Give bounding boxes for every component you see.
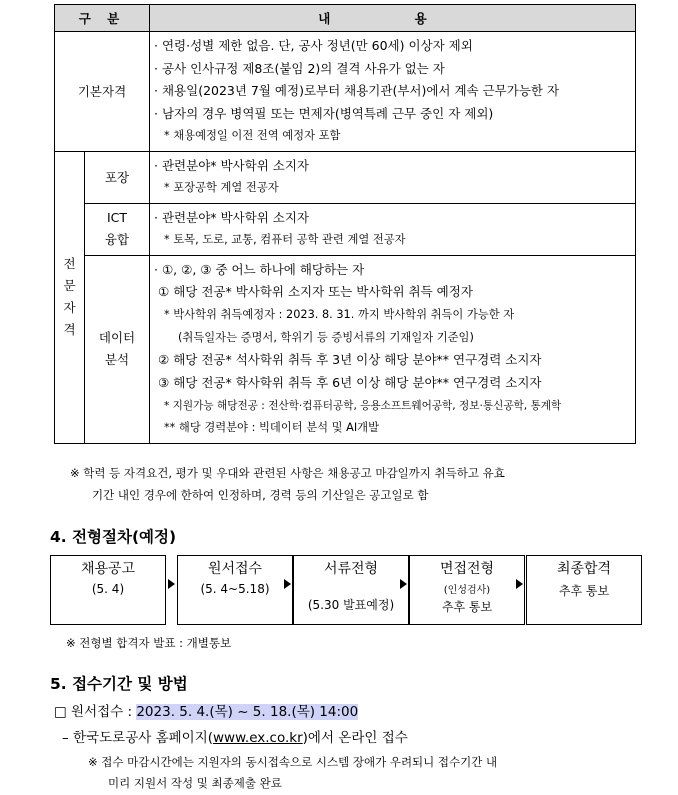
- ict-label-1: ICT: [106, 210, 128, 225]
- apply-period-line: [54, 700, 358, 720]
- table-note-1: ※ 학력 등 자격요건, 평가 및 우대와 관련된 사항은 채용공고 마감일까지 취득하고 유효: [70, 466, 505, 480]
- qualification-table: [54, 4, 636, 444]
- ict-note: * 토목, 도로, 교통, 컴퓨터 공학 관련 계열 전공자: [164, 233, 406, 246]
- step-sub: 추후 통보: [558, 584, 610, 598]
- specialty-char: 전: [63, 256, 76, 272]
- step-sub: (인성검사): [443, 585, 491, 596]
- ict-line: · 관련분야* 박사학위 소지자: [154, 209, 309, 225]
- arrow-right-icon: [168, 579, 175, 589]
- step-sub: 추후 통보: [441, 600, 493, 614]
- table-row-basic: [55, 32, 636, 152]
- data-note: (취득일자는 증명서, 학위기 등 증빙서류의 기재일자 기준임): [178, 330, 474, 344]
- data-label-1: 데이터: [98, 330, 136, 346]
- data-line: ③ 해당 전공* 학사학위 취득 후 6년 이상 해당 분야** 연구경력 소지자: [158, 375, 542, 391]
- web-apply-line: [62, 726, 408, 746]
- category-specialty: [55, 151, 85, 444]
- section-4-title: 4. 전형절차(예정): [50, 528, 177, 546]
- specialty-char: 문: [63, 278, 76, 294]
- data-line: ① 해당 전공* 박사학위 소지자 또는 박사학위 취득 예정자: [158, 284, 473, 300]
- apply-label: □ 원서접수 :: [54, 704, 137, 720]
- section-5-note-1: ※ 접수 마감시간에는 지원자의 동시접속으로 시스템 장애가 우려되니 접수기간 내: [88, 755, 498, 769]
- table-row-ict: [55, 203, 636, 255]
- step-title: 원서접수: [207, 561, 263, 577]
- web-suffix: )에서 온라인 접수: [302, 730, 408, 746]
- data-line: ② 해당 전공* 석사학위 취득 후 3년 이상 해당 분야** 연구경력 소지자: [158, 352, 542, 368]
- step-application: [177, 555, 293, 625]
- specialty-char: 격: [63, 322, 76, 338]
- category-data: [85, 255, 150, 444]
- step-title: 최종합격: [556, 561, 612, 577]
- data-note: ** 해당 경력분야 : 빅데이터 분석 및 AI개발: [164, 421, 380, 435]
- content-basic: [150, 32, 636, 152]
- category-ict: [85, 203, 150, 255]
- step-recruit-notice: [50, 555, 166, 625]
- basic-line: · 공사 인사규정 제8조(붙임 2)의 결격 사유가 없는 자: [154, 60, 445, 76]
- basic-line: · 남자의 경우 병역필 또는 면제자(병역특례 근무 중인 자 제외): [154, 105, 494, 121]
- section-4-note: ※ 전형별 합격자 발표 : 개별통보: [66, 636, 232, 650]
- arrow-right-icon: [516, 579, 523, 589]
- category-pavement: 포장: [85, 151, 150, 203]
- arrow-right-icon: [400, 579, 407, 589]
- table-row-data: [55, 255, 636, 444]
- basic-line: · 연령·성별 제한 없음. 단, 공사 정년(만 60세) 이상자 제외: [154, 38, 473, 53]
- step-final-pass: [526, 555, 642, 625]
- content-ict: [150, 203, 636, 255]
- header-content: 내 용: [150, 5, 636, 32]
- pavement-line: · 관련분야* 박사학위 소지자: [154, 157, 309, 173]
- category-basic: 기본자격: [55, 32, 150, 152]
- content-pavement: [150, 151, 636, 203]
- data-line: · ①, ②, ③ 중 어느 하나에 해당하는 자: [154, 261, 365, 277]
- step-sub: (5. 4~5.18): [200, 582, 270, 596]
- table-header-row: [55, 5, 636, 32]
- step-document-screening: [293, 555, 409, 625]
- content-data: [150, 255, 636, 444]
- basic-line: · 채용일(2023년 7월 예정)로부터 채용기관(부서)에서 계속 근무가능한 자: [154, 83, 560, 98]
- step-title: 면접전형: [439, 561, 495, 577]
- ict-label-2: 융합: [104, 232, 130, 247]
- table-note-2: 기간 내인 경우에 한하여 인정하며, 경력 등의 기산일은 공고일로 함: [92, 488, 429, 502]
- data-label-2: 분석: [104, 352, 130, 368]
- web-prefix: – 한국도로공사 홈페이지(: [62, 730, 214, 746]
- step-interview: [409, 555, 525, 625]
- homepage-link[interactable]: www.ex.co.kr: [213, 730, 303, 746]
- step-sub: (5. 4): [91, 582, 125, 596]
- step-title: 채용공고: [80, 561, 136, 577]
- section-5-note-2: 미리 지원서 작성 및 최종제출 완료: [108, 776, 282, 790]
- data-note: * 박사학위 취득예정자 : 2023. 8. 31. 까지 박사학위 취득이 가능한 자: [164, 307, 515, 321]
- basic-note: * 채용예정일 이전 전역 예정자 포함: [164, 129, 341, 142]
- step-sub: (5.30 발표예정): [307, 598, 395, 612]
- step-title: 서류전형: [323, 561, 379, 577]
- arrow-right-icon: [284, 579, 291, 589]
- header-category: 구 분: [55, 5, 150, 32]
- table-row-pavement: [55, 151, 636, 203]
- pavement-note: * 포장공학 계열 전공자: [164, 181, 279, 194]
- apply-period: 2023. 5. 4.(목) ~ 5. 18.(목) 14:00: [136, 704, 359, 720]
- data-note: * 지원가능 해당전공 : 전산학·컴퓨터공학, 응용소프트웨어공학, 정보·통신공학, 통계학: [164, 399, 562, 412]
- specialty-char: 자: [63, 300, 76, 316]
- section-5-title: 5. 접수기간 및 방법: [50, 675, 188, 693]
